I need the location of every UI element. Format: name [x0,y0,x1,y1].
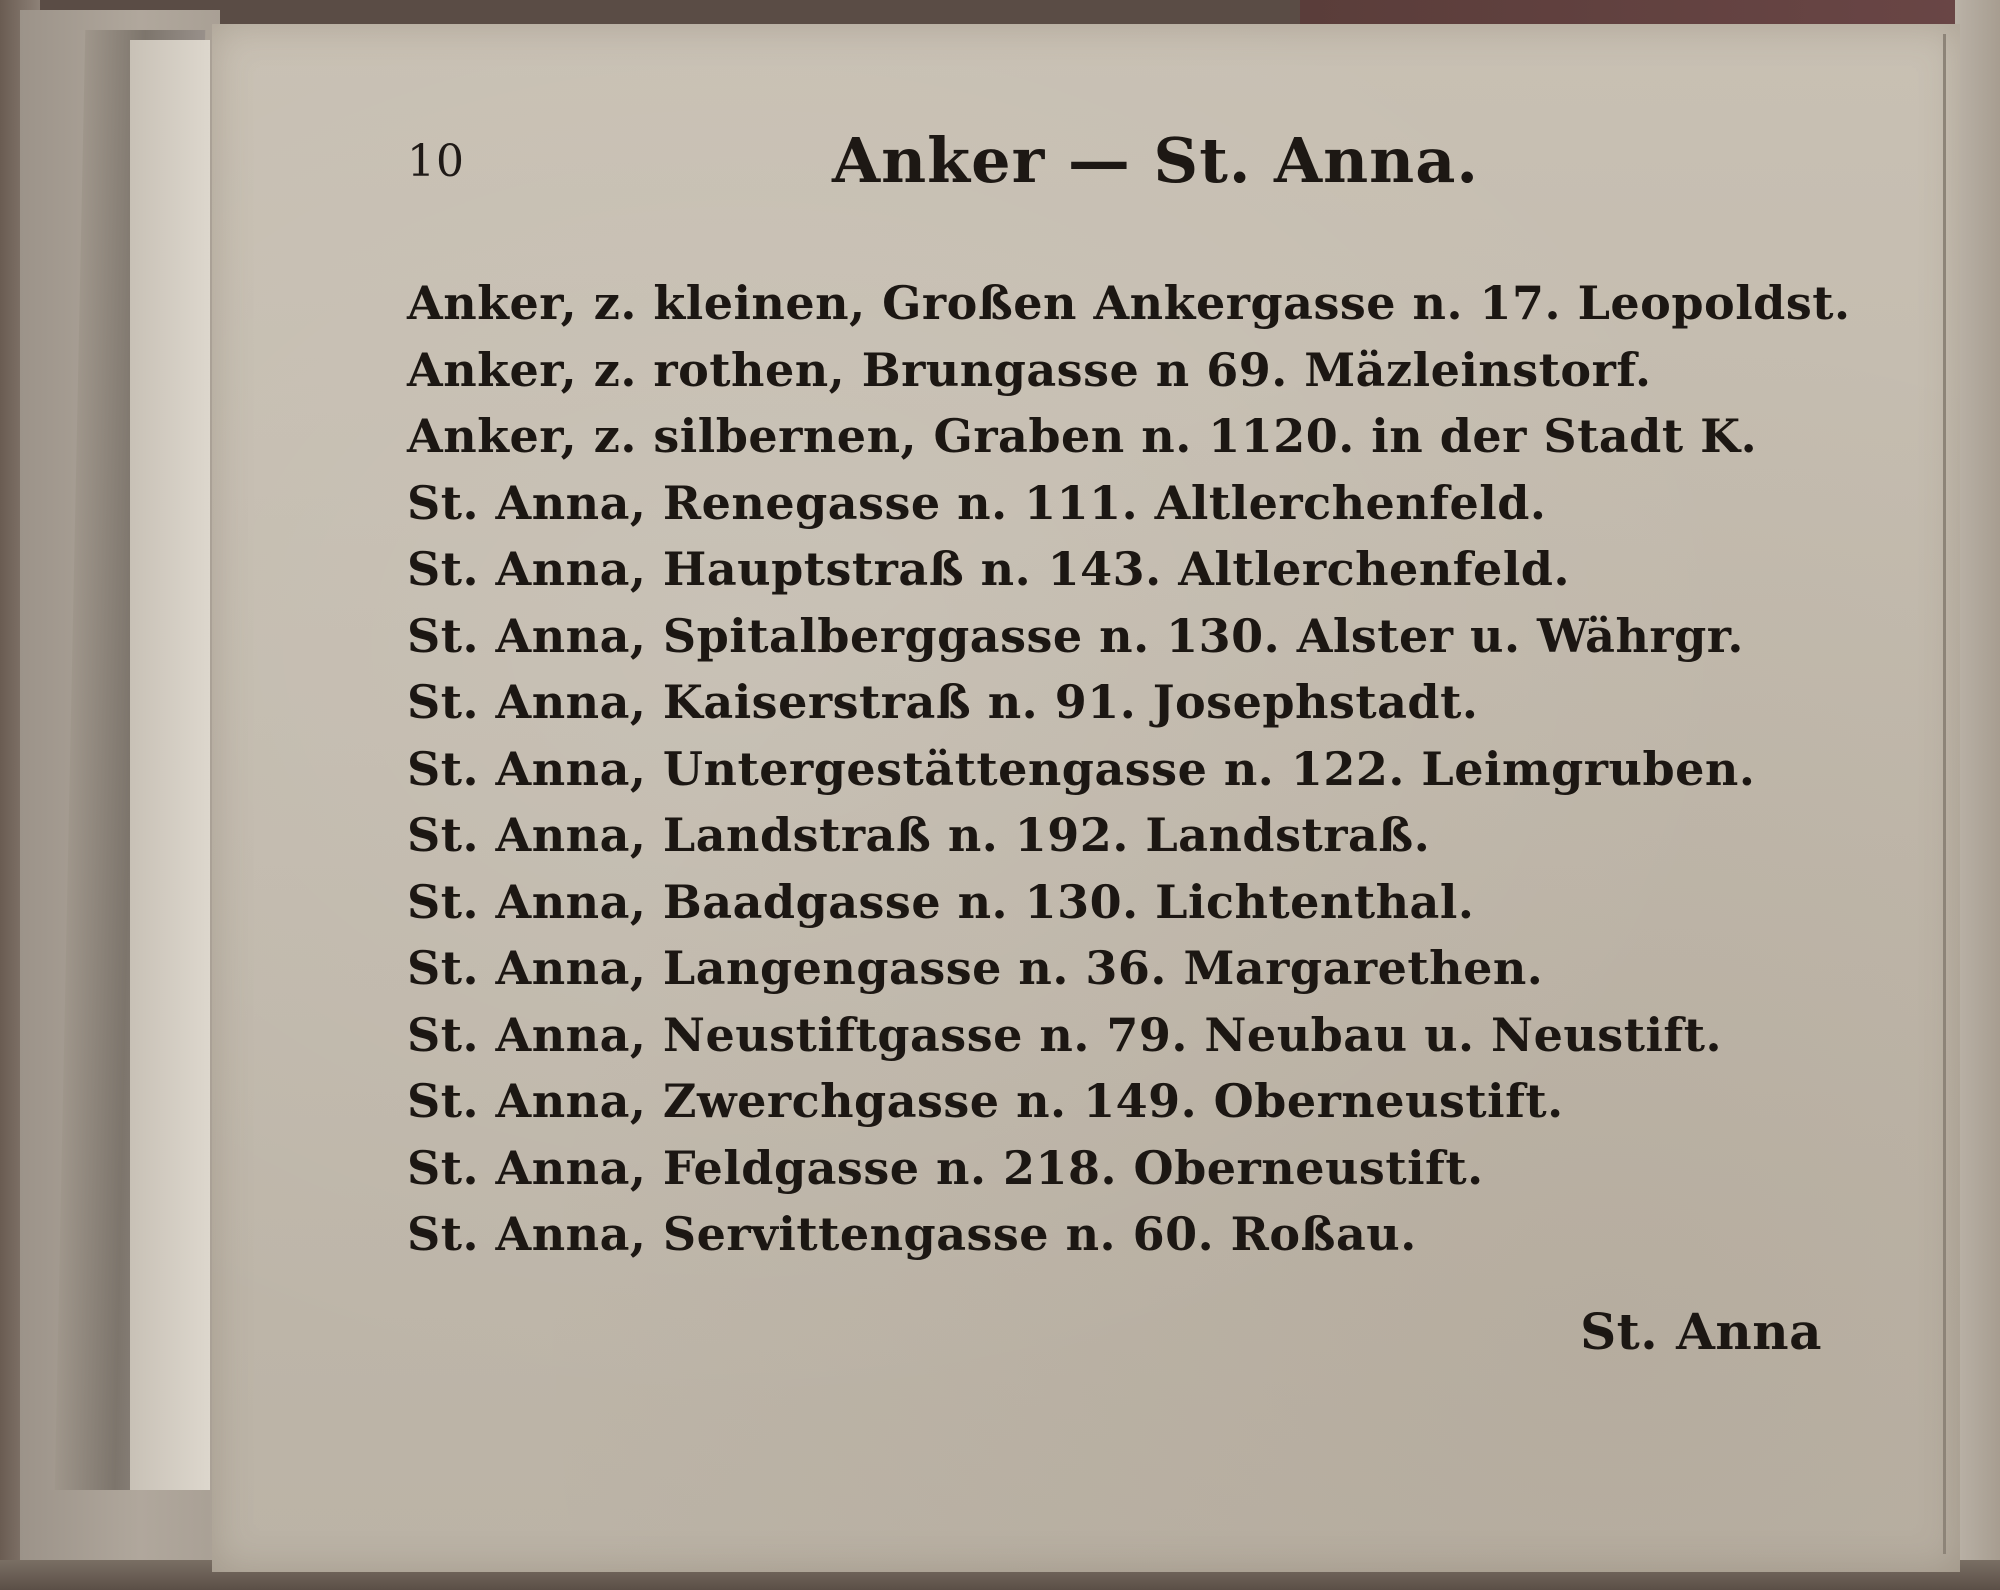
list-item: St. Anna, Servittengasse n. 60. Roßau. [407,1207,1417,1261]
catchword: St. Anna [1580,1302,1822,1361]
running-head: Anker — St. Anna. [832,124,1480,197]
list-item: Anker, z. silbernen, Graben n. 1120. in der Stadt K. [407,409,1758,463]
list-item: St. Anna, Untergestättengasse n. 122. Leimgruben. [407,741,1756,796]
page-stack-edge [130,40,210,1490]
list-item: Anker, z. kleinen, Großen Ankergasse n. 17. Leopoldst. [407,276,1851,330]
list-item: St. Anna, Langengasse n. 36. Margarethen. [407,941,1544,995]
right-page-edge [1955,0,2000,1590]
list-item: St. Anna, Kaiserstraß n. 91. Josephstadt. [407,675,1479,729]
list-item: St. Anna, Landstraß n. 192. Landstraß. [407,808,1431,862]
list-item: St. Anna, Neustiftgasse n. 79. Neubau u. Neustift. [407,1007,1722,1062]
list-item: St. Anna, Hauptstraß n. 143. Altlerchenfeld. [407,542,1570,596]
page-number: 10 [407,136,465,187]
list-item: St. Anna, Spitalberggasse n. 130. Alster u. Währgr. [407,608,1744,663]
list-item: Anker, z. rothen, Brungasse n 69. Mäzleinstorf. [407,342,1652,397]
list-item: St. Anna, Baadgasse n. 130. Lichtenthal. [407,874,1475,929]
book-page [212,24,1960,1572]
list-item: St. Anna, Zwerchgasse n. 149. Oberneustift. [407,1074,1564,1128]
entry-list [407,270,1851,1268]
list-item: St. Anna, Feldgasse n. 218. Oberneustift. [407,1140,1484,1195]
page-fold-line [1943,34,1946,1554]
list-item: St. Anna, Renegasse n. 111. Altlerchenfeld. [407,475,1547,530]
